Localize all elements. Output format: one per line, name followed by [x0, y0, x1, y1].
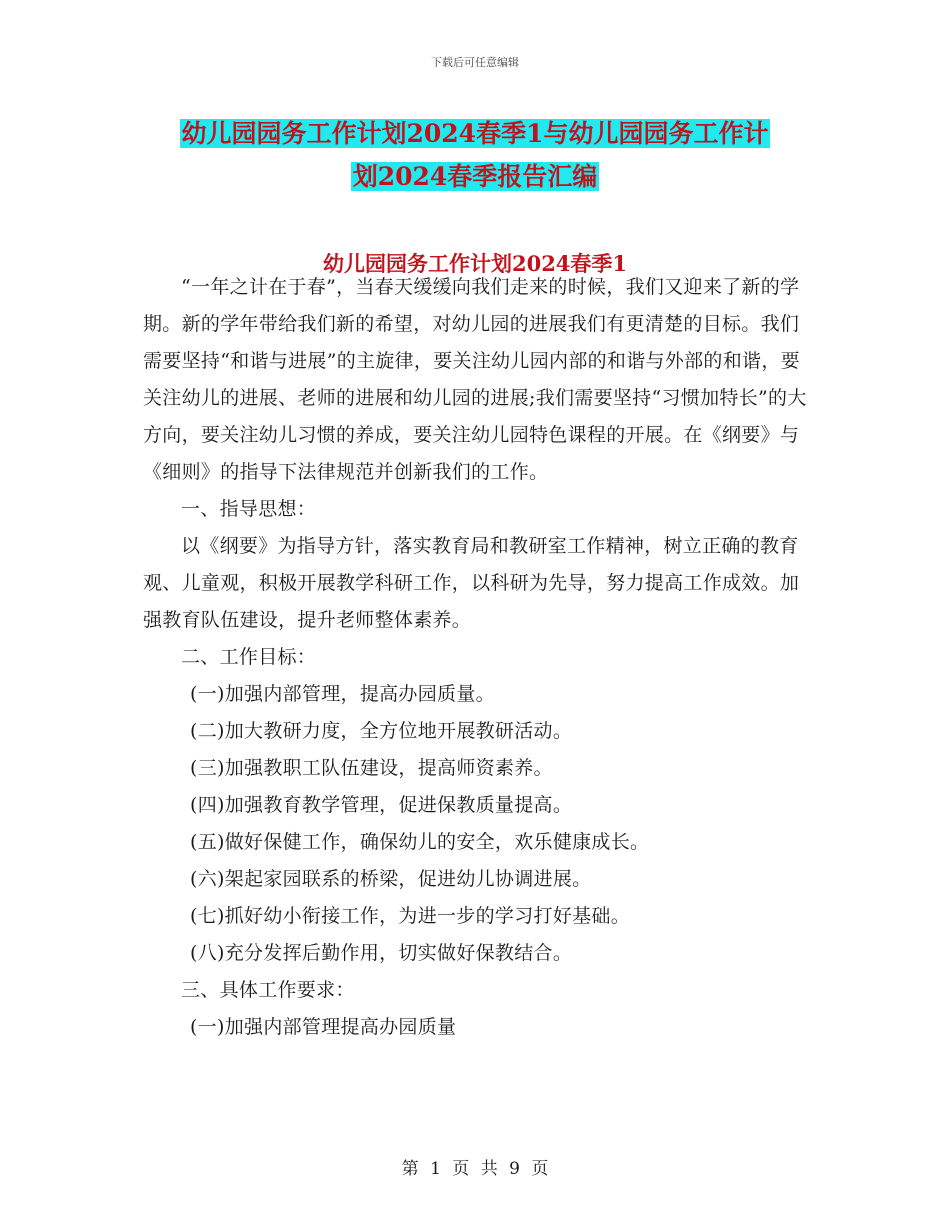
header-note: 下载后可任意编辑 [431, 56, 519, 69]
document-title [150, 112, 800, 198]
heading-guiding-ideology: 一、指导思想： [181, 498, 317, 520]
goal-item: (二)加大教研力度，全方位地开展教研活动。 [190, 720, 573, 742]
goal-item: (七)抓好幼小衔接工作，为进一步的学习打好基础。 [190, 905, 631, 927]
page-footer: 第 1 页 共 9 页 [401, 1159, 549, 1179]
guiding-paragraph: 以《纲要》为指导方针，落实教育局和教研室工作精神，树立正确的教育观、儿童观，积极开展教学科研工作，以科研为先导，努力提高工作成效。加强教育队伍建设，提升老师整体素养。 [143, 535, 800, 631]
document-title-line-1: 幼儿园园务工作计划2024春季1与幼儿园园务工作计 [181, 119, 769, 148]
goal-item: (五)做好保健工作，确保幼儿的安全，欢乐健康成长。 [190, 831, 650, 853]
requirement-item: (一)加强内部管理提高办园质量 [190, 1016, 457, 1038]
goal-item: (一)加强内部管理，提高办园质量。 [190, 683, 495, 705]
goal-item: (四)加强教育教学管理，促进保教质量提高。 [190, 794, 573, 816]
section-title: 幼儿园园务工作计划2024春季1 [322, 251, 628, 276]
goal-item: (六)架起家园联系的桥梁，促进幼儿协调进展。 [190, 868, 592, 890]
heading-specific-requirements: 三、具体工作要求： [181, 979, 355, 1001]
heading-work-goals: 二、工作目标： [181, 646, 317, 668]
goal-item: (八)充分发挥后勤作用，切实做好保教结合。 [190, 942, 573, 964]
intro-paragraph: “一年之计在于春”，当春天缓缓向我们走来的时候，我们又迎来了新的学期。新的学年带给我们新的希望，对幼儿园的进展我们有更清楚的目标。我们需要坚持“和谐与进展”的主旋律，要关注幼儿园内部的和谐与外部的和谐，要关注幼儿的进展、老师的进展和幼儿园的进展;我们需要坚持“习惯加特长”的大方向，要关注幼儿习惯的养成，要关注幼儿园特色课程的开展。在《纲要》与《细则》的指导下法律规范并创新我们的工作。 [143, 276, 807, 483]
document-body [143, 269, 808, 1046]
document-title-line-2: 划2024春季报告汇编 [352, 162, 598, 191]
goal-item: (三)加强教职工队伍建设，提高师资素养。 [190, 757, 553, 779]
